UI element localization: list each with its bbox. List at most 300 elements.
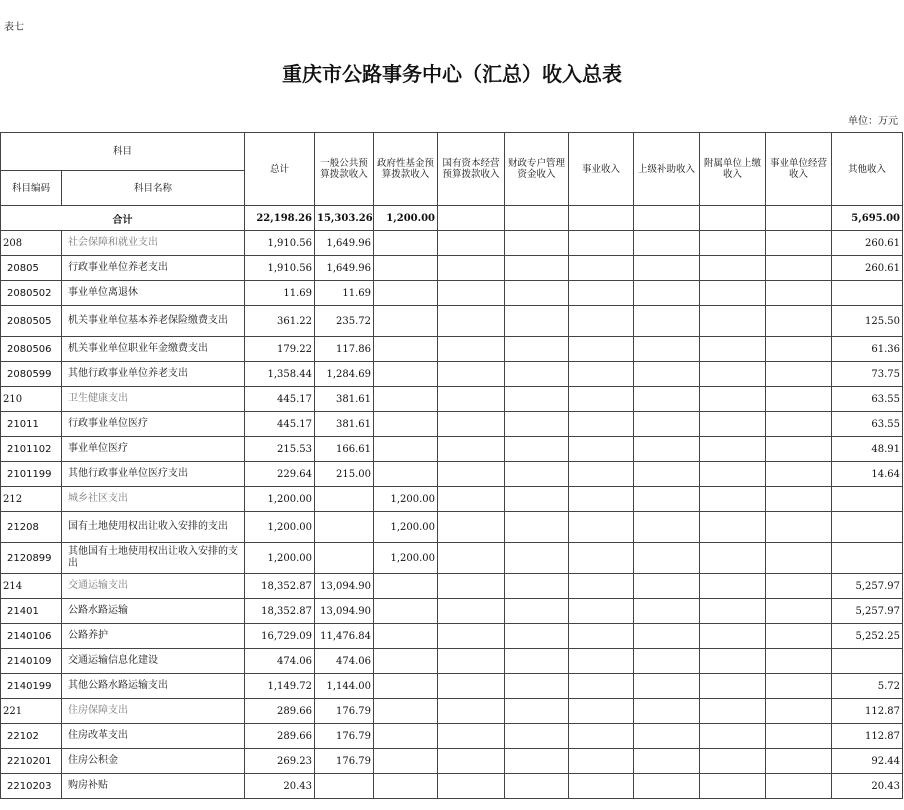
unit-label: 单位：万元: [848, 116, 898, 127]
subject-code-cell: 2101199: [1, 462, 62, 487]
table-cell: 445.17: [245, 387, 315, 412]
table-cell: [438, 774, 505, 799]
table-cell: [634, 462, 700, 487]
table-cell: [438, 206, 505, 231]
table-cell: [700, 543, 766, 574]
subject-code-cell: 214: [1, 574, 62, 599]
table-cell: [438, 599, 505, 624]
table-cell: [832, 649, 903, 674]
table-cell: [374, 724, 438, 749]
table-row: [1, 699, 903, 724]
table-cell: [569, 749, 634, 774]
table-cell: 22,198.26: [245, 206, 315, 231]
table-cell: [832, 512, 903, 543]
table-cell: 11.69: [315, 281, 374, 306]
subject-code-cell: 21208: [1, 512, 62, 543]
table-cell: 176.79: [315, 749, 374, 774]
subject-code-cell: 2120899: [1, 543, 62, 574]
table-cell: 260.61: [832, 256, 903, 281]
subject-name-cell: 行政事业单位养老支出: [62, 256, 245, 281]
header-subject-name: 科目名称: [62, 171, 245, 206]
table-cell: [374, 674, 438, 699]
table-cell: [569, 699, 634, 724]
table-cell: [374, 749, 438, 774]
table-cell: [832, 487, 903, 512]
table-cell: [634, 281, 700, 306]
table-cell: 179.22: [245, 337, 315, 362]
table-row: [1, 231, 903, 256]
table-cell: [505, 543, 569, 574]
subject-code-cell: 22102: [1, 724, 62, 749]
table-cell: [438, 624, 505, 649]
table-cell: [766, 749, 832, 774]
table-cell: 1,910.56: [245, 256, 315, 281]
table-cell: [569, 412, 634, 437]
table-cell: [766, 256, 832, 281]
header-special-account: 财政专户管理资金收入: [505, 133, 569, 206]
table-cell: [700, 387, 766, 412]
table-cell: [700, 231, 766, 256]
table-cell: 48.91: [832, 437, 903, 462]
table-cell: [634, 649, 700, 674]
table-cell: [438, 699, 505, 724]
table-cell: [505, 724, 569, 749]
table-cell: 289.66: [245, 699, 315, 724]
table-cell: [569, 512, 634, 543]
table-row: [1, 387, 903, 412]
table-cell: [700, 774, 766, 799]
table-cell: [700, 649, 766, 674]
table-cell: [766, 649, 832, 674]
table-cell: [438, 724, 505, 749]
table-cell: [505, 462, 569, 487]
table-cell: [569, 256, 634, 281]
subject-name-cell: 公路养护: [62, 624, 245, 649]
subject-code-cell: 21401: [1, 599, 62, 624]
subject-name-cell: 国有土地使用权出让收入安排的支出: [62, 512, 245, 543]
table-cell: 1,200.00: [374, 206, 438, 231]
subject-name-cell: 购房补贴: [62, 774, 245, 799]
table-cell: [766, 774, 832, 799]
table-cell: [634, 624, 700, 649]
table-cell: 1,200.00: [374, 487, 438, 512]
table-cell: [634, 437, 700, 462]
table-row: [1, 487, 903, 512]
table-cell: [438, 337, 505, 362]
table-cell: 176.79: [315, 699, 374, 724]
subject-name-cell: 事业单位医疗: [62, 437, 245, 462]
table-row: [1, 306, 903, 337]
subject-name-cell: 城乡社区支出: [62, 487, 245, 512]
table-cell: [438, 749, 505, 774]
table-cell: [766, 362, 832, 387]
table-cell: [766, 306, 832, 337]
table-cell: [505, 749, 569, 774]
subject-code-cell: 2210203: [1, 774, 62, 799]
table-cell: 176.79: [315, 724, 374, 749]
table-cell: [700, 337, 766, 362]
table-cell: 20.43: [245, 774, 315, 799]
table-row: [1, 674, 903, 699]
table-cell: 14.64: [832, 462, 903, 487]
table-cell: 1,200.00: [245, 487, 315, 512]
subject-name-cell: 交通运输信息化建设: [62, 649, 245, 674]
table-cell: [438, 281, 505, 306]
subject-name-cell: 住房改革支出: [62, 724, 245, 749]
table-cell: 61.36: [832, 337, 903, 362]
header-state-capital: 国有资本经营预算拨款收入: [438, 133, 505, 206]
table-cell: 445.17: [245, 412, 315, 437]
total-label: 合计: [1, 206, 245, 231]
table-cell: 1,649.96: [315, 231, 374, 256]
table-cell: [766, 206, 832, 231]
table-cell: [569, 281, 634, 306]
subject-name-cell: 事业单位离退休: [62, 281, 245, 306]
table-cell: 215.00: [315, 462, 374, 487]
table-row: [1, 574, 903, 599]
table-cell: [374, 231, 438, 256]
table-cell: [374, 462, 438, 487]
table-cell: [505, 649, 569, 674]
subject-code-cell: 212: [1, 487, 62, 512]
table-row: [1, 462, 903, 487]
table-cell: [634, 206, 700, 231]
table-cell: [374, 412, 438, 437]
table-cell: [700, 724, 766, 749]
table-cell: [700, 206, 766, 231]
table-cell: 92.44: [832, 749, 903, 774]
table-cell: [374, 699, 438, 724]
table-cell: [766, 674, 832, 699]
table-cell: [569, 774, 634, 799]
table-cell: [438, 437, 505, 462]
table-cell: 18,352.87: [245, 574, 315, 599]
table-cell: 474.06: [315, 649, 374, 674]
table-cell: [700, 599, 766, 624]
table-cell: [700, 281, 766, 306]
table-cell: [505, 387, 569, 412]
table-cell: [505, 699, 569, 724]
table-cell: [766, 543, 832, 574]
table-cell: [766, 724, 832, 749]
table-cell: 1,200.00: [374, 512, 438, 543]
table-cell: 11.69: [245, 281, 315, 306]
subject-name-cell: 其他行政事业单位养老支出: [62, 362, 245, 387]
table-cell: [634, 574, 700, 599]
table-cell: 63.55: [832, 387, 903, 412]
table-cell: [374, 362, 438, 387]
table-cell: [700, 412, 766, 437]
table-cell: [374, 599, 438, 624]
table-cell: 1,649.96: [315, 256, 374, 281]
table-cell: 1,284.69: [315, 362, 374, 387]
table-cell: [505, 231, 569, 256]
table-cell: 1,144.00: [315, 674, 374, 699]
table-cell: 16,729.09: [245, 624, 315, 649]
table-cell: 5,695.00: [832, 206, 903, 231]
table-cell: [315, 774, 374, 799]
subject-name-cell: 住房公积金: [62, 749, 245, 774]
subject-code-cell: 2101102: [1, 437, 62, 462]
table-cell: [700, 512, 766, 543]
table-row: [1, 724, 903, 749]
table-cell: [766, 624, 832, 649]
table-cell: [505, 281, 569, 306]
table-cell: 5,257.97: [832, 574, 903, 599]
table-cell: [700, 462, 766, 487]
table-cell: 1,200.00: [374, 543, 438, 574]
header-other-income: 其他收入: [832, 133, 903, 206]
table-cell: [634, 774, 700, 799]
table-row: [1, 624, 903, 649]
table-cell: [634, 599, 700, 624]
table-cell: [315, 512, 374, 543]
table-row: [1, 774, 903, 799]
table-cell: [569, 624, 634, 649]
table-cell: [832, 281, 903, 306]
table-row: [1, 281, 903, 306]
table-cell: [634, 724, 700, 749]
table-row: [1, 512, 903, 543]
table-cell: 20.43: [832, 774, 903, 799]
table-cell: [634, 543, 700, 574]
table-cell: [634, 487, 700, 512]
table-cell: [569, 649, 634, 674]
table-cell: [438, 462, 505, 487]
table-cell: [766, 437, 832, 462]
table-cell: [766, 487, 832, 512]
table-cell: [505, 437, 569, 462]
table-cell: [315, 487, 374, 512]
table-cell: 5,252.25: [832, 624, 903, 649]
table-cell: [374, 306, 438, 337]
table-cell: 166.61: [315, 437, 374, 462]
table-cell: [700, 437, 766, 462]
subject-name-cell: 行政事业单位医疗: [62, 412, 245, 437]
table-cell: [700, 624, 766, 649]
subject-name-cell: 卫生健康支出: [62, 387, 245, 412]
table-cell: [766, 599, 832, 624]
table-cell: 112.87: [832, 699, 903, 724]
table-cell: 1,200.00: [245, 512, 315, 543]
table-cell: [634, 674, 700, 699]
table-cell: [569, 362, 634, 387]
header-superior-subsidy: 上级补助收入: [634, 133, 700, 206]
table-cell: 63.55: [832, 412, 903, 437]
table-cell: [374, 649, 438, 674]
table-row: [1, 749, 903, 774]
table-cell: [766, 574, 832, 599]
subject-code-cell: 2140199: [1, 674, 62, 699]
table-row: [1, 412, 903, 437]
table-cell: [374, 574, 438, 599]
table-row: [1, 543, 903, 574]
header-subject-code: 科目编码: [1, 171, 62, 206]
table-row: [1, 337, 903, 362]
table-cell: 18,352.87: [245, 599, 315, 624]
table-cell: [700, 699, 766, 724]
subject-code-cell: 2140109: [1, 649, 62, 674]
subject-code-cell: 2080505: [1, 306, 62, 337]
table-cell: 1,200.00: [245, 543, 315, 574]
table-row: [1, 362, 903, 387]
table-cell: 1,149.72: [245, 674, 315, 699]
table-cell: [374, 387, 438, 412]
table-cell: [374, 774, 438, 799]
table-cell: [766, 387, 832, 412]
table-cell: [634, 387, 700, 412]
table-cell: [438, 543, 505, 574]
subject-code-cell: 21011: [1, 412, 62, 437]
table-cell: 11,476.84: [315, 624, 374, 649]
header-general-budget: 一般公共预算拨款收入: [315, 133, 374, 206]
table-cell: 381.61: [315, 412, 374, 437]
table-cell: [766, 281, 832, 306]
subject-name-cell: 交通运输支出: [62, 574, 245, 599]
table-cell: [634, 749, 700, 774]
subject-code-cell: 2080502: [1, 281, 62, 306]
table-cell: [438, 487, 505, 512]
page-title: 重庆市公路事务中心（汇总）收入总表: [282, 62, 622, 86]
table-cell: 260.61: [832, 231, 903, 256]
table-cell: 13,094.90: [315, 599, 374, 624]
table-cell: 235.72: [315, 306, 374, 337]
table-cell: [569, 306, 634, 337]
header-total: 总计: [245, 133, 315, 206]
header-gov-fund: 政府性基金预算拨款收入: [374, 133, 438, 206]
table-cell: [766, 412, 832, 437]
table-cell: 112.87: [832, 724, 903, 749]
table-cell: [505, 206, 569, 231]
table-cell: [438, 306, 505, 337]
table-cell: [634, 512, 700, 543]
table-cell: [505, 624, 569, 649]
table-cell: [505, 337, 569, 362]
table-cell: 215.53: [245, 437, 315, 462]
table-cell: [569, 337, 634, 362]
table-cell: [569, 574, 634, 599]
table-cell: [505, 487, 569, 512]
table-cell: [569, 437, 634, 462]
table-cell: 1,358.44: [245, 362, 315, 387]
table-cell: [569, 724, 634, 749]
table-cell: [438, 362, 505, 387]
table-cell: [438, 649, 505, 674]
table-row: [1, 437, 903, 462]
table-cell: [569, 674, 634, 699]
table-cell: [505, 599, 569, 624]
header-operating-income: 事业单位经营收入: [766, 133, 832, 206]
table-cell: [569, 599, 634, 624]
table-cell: 125.50: [832, 306, 903, 337]
table-row: [1, 649, 903, 674]
table-cell: 13,094.90: [315, 574, 374, 599]
table-cell: [438, 412, 505, 437]
table-cell: 269.23: [245, 749, 315, 774]
table-cell: [700, 674, 766, 699]
subject-code-cell: 2080506: [1, 337, 62, 362]
total-row: [1, 206, 903, 231]
table-cell: [438, 256, 505, 281]
income-summary-table: [0, 132, 903, 799]
table-cell: [766, 512, 832, 543]
subject-code-cell: 2140106: [1, 624, 62, 649]
table-cell: [438, 674, 505, 699]
table-row: [1, 599, 903, 624]
table-cell: 361.22: [245, 306, 315, 337]
subject-code-cell: 2210201: [1, 749, 62, 774]
table-cell: 229.64: [245, 462, 315, 487]
subject-name-cell: 其他行政事业单位医疗支出: [62, 462, 245, 487]
table-cell: 381.61: [315, 387, 374, 412]
table-cell: [766, 231, 832, 256]
table-cell: [700, 256, 766, 281]
table-cell: [374, 281, 438, 306]
table-cell: [766, 699, 832, 724]
table-cell: 5.72: [832, 674, 903, 699]
table-cell: [569, 231, 634, 256]
table-cell: 289.66: [245, 724, 315, 749]
subject-code-cell: 221: [1, 699, 62, 724]
table-cell: [634, 231, 700, 256]
table-cell: 73.75: [832, 362, 903, 387]
table-cell: [832, 543, 903, 574]
table-cell: [569, 206, 634, 231]
table-cell: [766, 337, 832, 362]
subject-name-cell: 机关事业单位基本养老保险缴费支出: [62, 306, 245, 337]
table-number-label: 表七: [4, 22, 24, 33]
table-cell: [505, 412, 569, 437]
table-cell: [700, 362, 766, 387]
table-cell: [634, 337, 700, 362]
table-cell: [569, 462, 634, 487]
table-cell: [374, 437, 438, 462]
table-cell: 5,257.97: [832, 599, 903, 624]
table-cell: [634, 412, 700, 437]
subject-code-cell: 20805: [1, 256, 62, 281]
table-cell: [505, 674, 569, 699]
subject-code-cell: 210: [1, 387, 62, 412]
subject-name-cell: 其他国有土地使用权出让收入安排的支出: [62, 543, 245, 574]
header-affiliate-income: 附属单位上缴收入: [700, 133, 766, 206]
subject-name-cell: 住房保障支出: [62, 699, 245, 724]
table-cell: 117.86: [315, 337, 374, 362]
table-cell: [634, 256, 700, 281]
table-cell: [569, 487, 634, 512]
table-cell: [315, 543, 374, 574]
header-subject: 科目: [1, 133, 245, 171]
table-cell: [505, 574, 569, 599]
table-cell: [700, 306, 766, 337]
subject-code-cell: 208: [1, 231, 62, 256]
table-cell: [374, 337, 438, 362]
header-business-income: 事业收入: [569, 133, 634, 206]
table-cell: 474.06: [245, 649, 315, 674]
subject-name-cell: 公路水路运输: [62, 599, 245, 624]
subject-code-cell: 2080599: [1, 362, 62, 387]
table-cell: [700, 574, 766, 599]
table-cell: [634, 699, 700, 724]
table-cell: [569, 387, 634, 412]
subject-name-cell: 其他公路水路运输支出: [62, 674, 245, 699]
table-cell: [374, 624, 438, 649]
table-cell: [634, 362, 700, 387]
table-cell: [505, 256, 569, 281]
table-cell: 1,910.56: [245, 231, 315, 256]
table-cell: [438, 574, 505, 599]
table-cell: [438, 512, 505, 543]
subject-name-cell: 机关事业单位职业年金缴费支出: [62, 337, 245, 362]
